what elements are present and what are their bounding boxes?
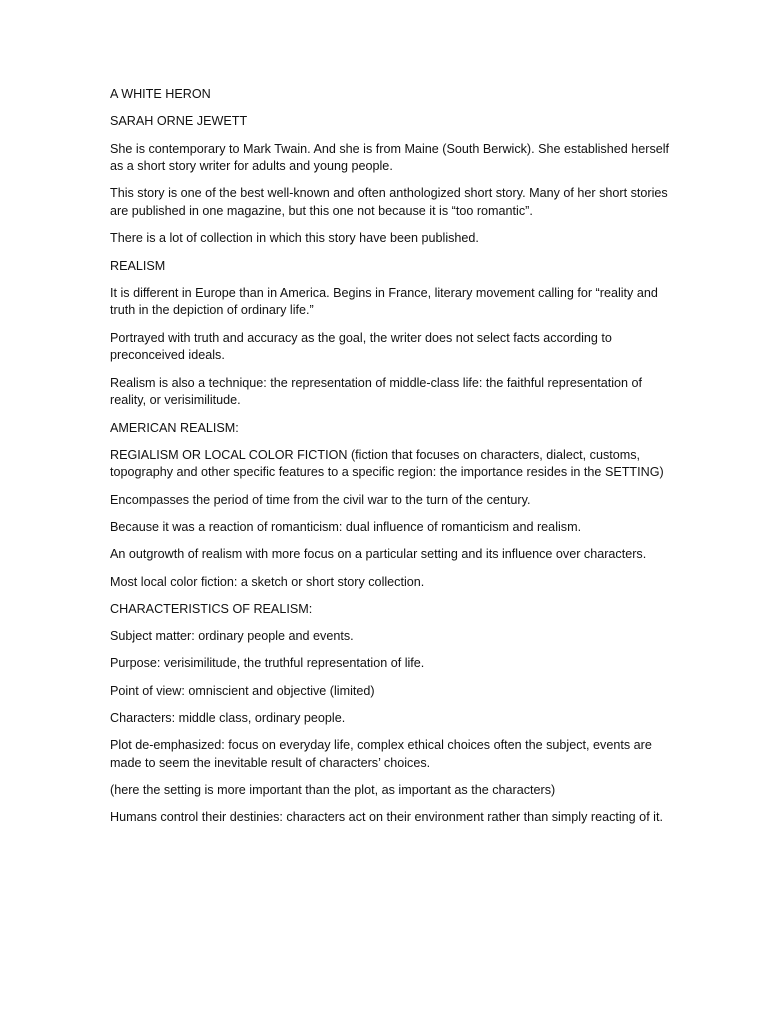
author-name: SARAH ORNE JEWETT	[110, 114, 248, 129]
section-heading-american-realism: AMERICAN REALISM:	[110, 420, 239, 435]
paragraph: Most local color fiction: a sketch or short story collection.	[110, 574, 425, 589]
paragraph: (here the setting is more important than the plot, as important as the characters)	[110, 783, 556, 798]
paragraph: Encompasses the period of time from the civil war to the turn of the century.	[110, 492, 531, 507]
story-title: A WHITE HERON	[110, 87, 211, 101]
paragraph: Because it was a reaction of romanticism: dual influence of romanticism and realism.	[110, 519, 582, 534]
paragraph: Purpose: verisimilitude, the truthful representation of life.	[110, 656, 425, 671]
paragraph: This story is one of the best well-known and often anthologized short story. Many of her short stories are published in one magazine, but this one not because it is “too romantic”.	[110, 186, 668, 219]
paragraph: Subject matter: ordinary people and events.	[110, 629, 354, 644]
paragraph: Characters: middle class, ordinary people.	[110, 710, 346, 725]
section-heading-characteristics: CHARACTERISTICS OF REALISM:	[110, 601, 313, 616]
paragraph: REGIALISM OR LOCAL COLOR FICTION (fiction that focuses on characters, dialect, customs, topography and other specific features to a specific region: the importance resides in the SETTING)	[110, 447, 664, 480]
paragraph: It is different in Europe than in America. Begins in France, literary movement calling for “reality and truth in the depiction of ordinary life.”	[110, 285, 658, 318]
paragraph: An outgrowth of realism with more focus on a particular setting and its influence over characters.	[110, 547, 647, 562]
section-heading-realism: REALISM	[110, 258, 166, 273]
paragraph: She is contemporary to Mark Twain. And she is from Maine (South Berwick). She established herself as a short story writer for adults and young people.	[110, 141, 670, 174]
document-body	[110, 86, 670, 837]
paragraph: Humans control their destinies: characters act on their environment rather than simply reacting of it.	[110, 810, 663, 825]
paragraph: Realism is also a technique: the representation of middle-class life: the faithful representation of reality, or verisimilitude.	[110, 375, 643, 408]
paragraph: There is a lot of collection in which this story have been published.	[110, 231, 479, 246]
paragraph: Portrayed with truth and accuracy as the goal, the writer does not select facts according to preconceived ideals.	[110, 330, 612, 363]
paragraph: Point of view: omniscient and objective (limited)	[110, 683, 375, 698]
paragraph: Plot de-emphasized: focus on everyday life, complex ethical choices often the subject, events are made to seem the inevitable result of characters’ choices.	[110, 738, 652, 770]
